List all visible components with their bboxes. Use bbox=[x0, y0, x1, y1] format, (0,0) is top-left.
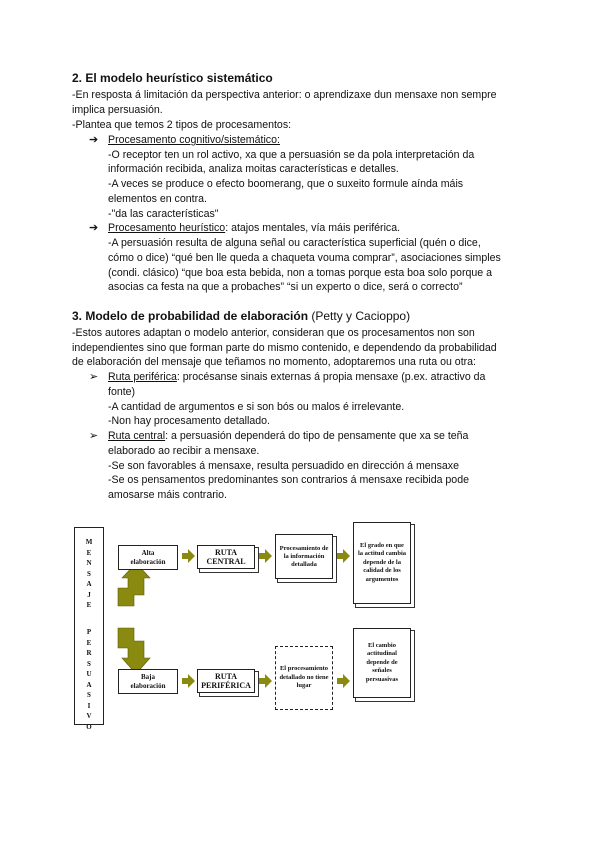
ruta-periferica-box bbox=[197, 669, 255, 693]
vertical-letter: I bbox=[87, 701, 91, 710]
alta-elaboracion-label: Alta elaboración bbox=[130, 548, 166, 566]
item-heuristico-line-2: cómo o dice) “qué ben lle queda a chaqueta vouma comprar”, asociaciones simples bbox=[108, 252, 501, 264]
item-cognitivo-line-5: -"da las características" bbox=[108, 208, 219, 220]
item-central-line-1: elaborado ao recibir a mensaxe. bbox=[108, 445, 260, 457]
section3-title-text: 3. Modelo de probabilidad de elaboración bbox=[72, 309, 309, 323]
item-cognitivo-line-3: -A veces se produce o efecto boomerang, que o suxeito formule aínda máis bbox=[108, 178, 464, 190]
procesamiento-label: Procesamiento de la información detallada bbox=[279, 544, 329, 568]
vertical-letter: U bbox=[86, 670, 92, 678]
vertical-letter: V bbox=[86, 712, 92, 720]
cambio-label: El cambio actitudinal depende de señales persuasivas bbox=[365, 641, 399, 683]
section3-authors: (Petty y Cacioppo) bbox=[308, 309, 411, 323]
arrow-right-icon bbox=[182, 674, 195, 688]
arrow-right-icon bbox=[259, 674, 272, 688]
item-heuristico-line-3: (condi. clásico) “que boa esta bebida, non a tomas porque esta boa solo porque a bbox=[108, 267, 492, 279]
item-periferica-line-2: -A cantidad de argumentos e si son bós ou malos é irrelevante. bbox=[108, 401, 405, 413]
arrow-right-icon bbox=[182, 549, 195, 563]
item-central-line-4: amosarse máis contrario. bbox=[108, 489, 227, 501]
triangle-bullet-icon: ➢ bbox=[89, 430, 99, 442]
section3-line-2: independientes sino que forman parte do mismo contenido, e dependendo da probabilidad bbox=[72, 342, 497, 354]
cambio-box bbox=[353, 628, 411, 698]
item-heuristico-label: Procesamento heurístico bbox=[108, 222, 226, 234]
ruta-periferica-label: RUTA PERIFÉRICA bbox=[201, 672, 251, 690]
vertical-letter: O bbox=[86, 722, 92, 731]
vertical-letter: R bbox=[86, 649, 92, 657]
vertical-letter: S bbox=[87, 659, 91, 668]
item-periferica-line-1: fonte) bbox=[108, 386, 136, 398]
item-periferica-rest: : procésanse sinais externas á propia mensaxe (p.ex. atractivo da bbox=[176, 371, 486, 383]
item-heuristico-rest: : atajos mentales, vía máis periférica. bbox=[225, 222, 401, 234]
item-cognitivo-label: Procesamento cognitivo/sistemático: bbox=[108, 134, 280, 146]
item-heuristico-line-1: -A persuasión resulta de alguna señal ou característica superficial (quén o dice, bbox=[108, 237, 481, 249]
item-central-rest: : a persuasión dependerá do tipo de pensamente que xa se teña bbox=[165, 430, 469, 442]
no-procesamiento-box bbox=[275, 646, 333, 710]
vertical-letter: E bbox=[86, 601, 92, 609]
vertical-letter: J bbox=[87, 590, 91, 599]
item-central-line-3: -Se os pensamentos predominantes son contrarios á mensaxe recibida pode bbox=[108, 474, 469, 486]
ruta-central-box bbox=[197, 545, 255, 569]
item-central-label: Ruta central bbox=[108, 430, 166, 442]
item-central-line-2: -Se son favorables á mensaxe, resulta persuadido en dirección á mensaxe bbox=[108, 460, 459, 472]
no-procesamiento-label: El procesamiento detallado no tiene lugar bbox=[279, 665, 329, 690]
alta-elaboracion-box bbox=[118, 545, 178, 570]
item-heuristico-line-4: asocias ca festa na que a probaches” “si un experto o dice, será o correcto” bbox=[108, 281, 463, 293]
section2-line-1: -En resposta á limitación da perspectiva anterior: o aprendizaxe dun mensaxe non sempre bbox=[72, 89, 497, 101]
grado-label: El grado en que la actitud cambia depende de la calidad de los argumentos bbox=[357, 541, 407, 583]
baja-elaboracion-label: Baja elaboración bbox=[130, 672, 166, 690]
vertical-letter: A bbox=[86, 680, 92, 689]
vertical-letter: A bbox=[86, 580, 92, 588]
section2-line-3: -Plantea que temos 2 tipos de procesamentos: bbox=[72, 119, 292, 131]
item-cognitivo-line-1: -O receptor ten un rol activo, xa que a persuasión se da pola interpretación da bbox=[108, 149, 475, 161]
item-cognitivo-line-4: elementos en contra. bbox=[108, 193, 207, 205]
vertical-letter: E bbox=[86, 638, 92, 647]
section3-line-3: de elaboración del mensaje que teñamos no momento, adoptaremos una ruta ou otra: bbox=[72, 356, 476, 368]
triangle-bullet-icon: ➢ bbox=[89, 371, 99, 383]
vertical-letter: S bbox=[87, 691, 91, 699]
arrow-bullet-icon: ➔ bbox=[89, 222, 99, 234]
arrow-right-icon bbox=[337, 674, 350, 688]
section2-line-2: implica persuasión. bbox=[72, 104, 163, 116]
vertical-letter: E bbox=[86, 548, 92, 557]
arrow-bullet-icon: ➔ bbox=[89, 134, 99, 146]
section2-title: 2. El modelo heurístico sistemático bbox=[72, 71, 273, 85]
arrow-right-icon bbox=[259, 549, 272, 563]
vertical-letter: M bbox=[85, 538, 93, 546]
vertical-letter: N bbox=[86, 559, 92, 567]
item-cognitivo-line-2: información recibida, analiza moitas características e detalles. bbox=[108, 163, 399, 175]
section3-line-1: -Estos autores adaptan o modelo anterior, consideran que os procesamentos non son bbox=[72, 327, 475, 339]
item-periferica-label: Ruta periférica bbox=[108, 371, 177, 383]
vertical-letter: S bbox=[87, 569, 91, 578]
ruta-central-label: RUTA CENTRAL bbox=[206, 548, 246, 566]
baja-elaboracion-box bbox=[118, 669, 178, 694]
item-periferica-line-3: -Non hay procesamento detallado. bbox=[108, 415, 270, 427]
procesamiento-box bbox=[275, 534, 333, 579]
grado-box bbox=[353, 522, 411, 604]
down-arrow-shape bbox=[118, 628, 150, 674]
vertical-letter: P bbox=[86, 628, 92, 636]
arrow-right-icon bbox=[337, 549, 350, 563]
